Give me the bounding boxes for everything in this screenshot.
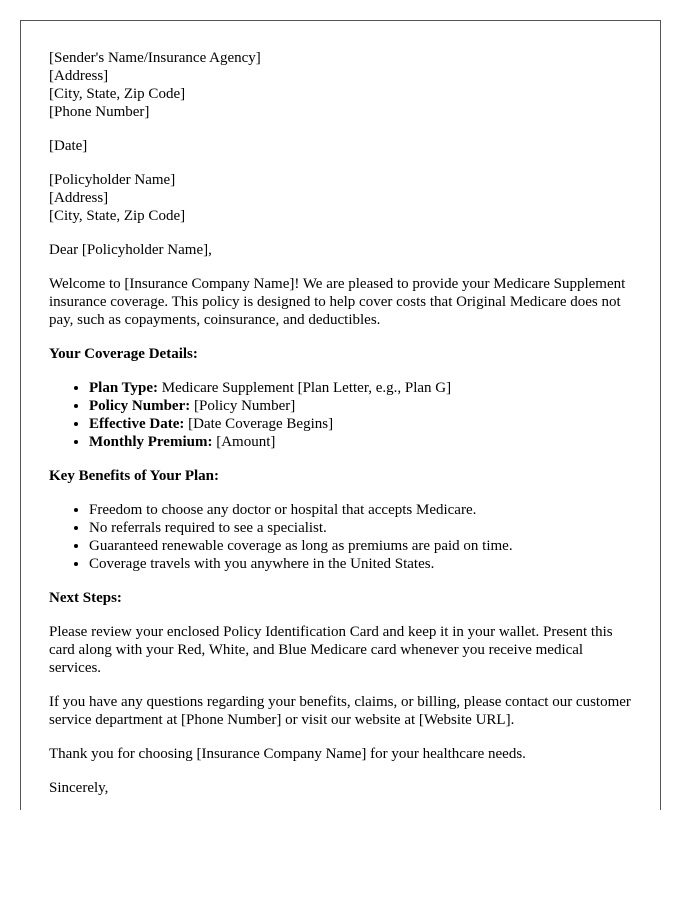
list-item: • Freedom to choose any doctor or hospital that accepts Medicare. [89,501,634,519]
coverage-value: [Date Coverage Begins] [184,416,334,432]
benefits-heading: Key Benefits of Your Plan: [49,468,219,484]
sender-name: [Sender's Name/Insurance Agency] [49,50,261,66]
coverage-value: [Amount] [212,434,276,450]
benefits-list [49,501,634,573]
sender-block [49,49,634,121]
coverage-item-policy-number [89,397,634,415]
sender-phone: [Phone Number] [49,104,150,120]
coverage-label: Effective Date: [89,416,185,432]
closing: Sincerely, [49,780,109,796]
coverage-item-monthly-premium [89,433,634,451]
list-item: • Coverage travels with you anywhere in the United States. [89,555,634,573]
thanks-paragraph: Thank you for choosing [Insurance Company Name] for your healthcare needs. [49,746,526,762]
coverage-value: Medicare Supplement [Plan Letter, e.g., Plan G] [158,380,452,396]
recipient-block [49,171,634,225]
coverage-label: Plan Type: [89,380,159,396]
list-item: • Guaranteed renewable coverage as long as premiums are paid on time. [89,537,634,555]
salutation: Dear [Policyholder Name], [49,242,212,258]
coverage-list [49,379,634,451]
coverage-label: Policy Number: [89,398,191,414]
letter-date: [Date] [49,138,88,154]
coverage-value: [Policy Number] [190,398,296,414]
next-steps-heading: Next Steps: [49,590,122,606]
letter-content [49,49,634,810]
recipient-name: [Policyholder Name] [49,172,176,188]
list-item: • No referrals required to see a specialist. [89,519,634,537]
sender-city-state-zip: [City, State, Zip Code] [49,86,186,102]
coverage-heading: Your Coverage Details: [49,346,198,362]
sender-address: [Address] [49,68,109,84]
coverage-item-effective-date [89,415,634,433]
intro-paragraph: Welcome to [Insurance Company Name]! We are pleased to provide your Medicare Supplement insurance coverage. This policy is designed to help cover costs that Original Medicare does not pay, such as copayments, coinsurance, and deductibles. [49,276,626,328]
recipient-city-state-zip: [City, State, Zip Code] [49,208,186,224]
letter-page [20,20,661,810]
recipient-address: [Address] [49,190,109,206]
next-steps-paragraph-1: Please review your enclosed Policy Identification Card and keep it in your wallet. Present this card along with your Red, White, and Blue Medicare card whenever you receive medical services. [49,624,613,676]
coverage-item-plan-type [89,379,634,397]
coverage-label: Monthly Premium: [89,434,213,450]
next-steps-paragraph-2: If you have any questions regarding your benefits, claims, or billing, please contact our customer service department at [Phone Number] or visit our website at [Website URL]. [49,694,631,728]
